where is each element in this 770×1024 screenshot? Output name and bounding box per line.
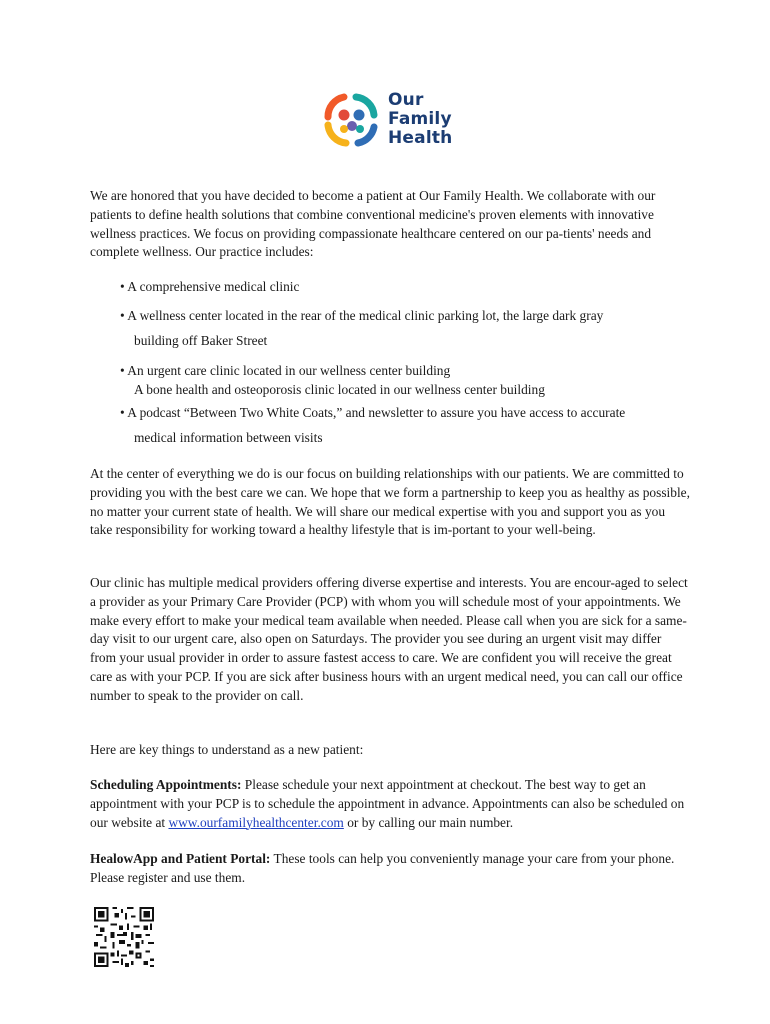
family-people-icon <box>322 91 382 151</box>
logo-wordmark <box>388 91 453 148</box>
healow-text: These tools can help you conveniently manage your care from your phone. Please register and use them. <box>90 851 675 885</box>
qr-code-icon[interactable] <box>94 907 154 967</box>
list-item: • A wellness center located in the rear of the medical clinic parking lot, the large dark gray <box>120 308 604 323</box>
logo-line-2: Family <box>388 109 452 129</box>
scheduling-heading: Scheduling Appointments: <box>90 777 242 792</box>
list-item-continuation: building off Baker Street <box>134 333 268 348</box>
scheduling-text: Please schedule your next appointment at checkout. The best way to get an appointment with your PCP is to schedule the appointment in advance. Appointments can also be scheduled on our website at <box>90 777 685 830</box>
healow-heading: HealowApp and Patient Portal: <box>90 851 271 866</box>
list-item: • An urgent care clinic located in our wellness center building <box>120 363 451 378</box>
intro-paragraph: We are honored that you have decided to become a patient at Our Family Health. We collaborate with our patients to define health solutions that combine conventional medicine's proven elements with innovative wellness practices. We focus on providing compassionate healthcare centered on our pa-tients' needs and complete wellness. Our practice includes: <box>90 188 656 260</box>
relationships-paragraph: At the center of everything we do is our focus on building relationships with our patients. We are committed to providing you with the best care we can. We hope that we form a partnership to keep you as healthy as possible, no matter your current state of health. We will share our medical expertise with you and support you as you take responsibility for working toward a healthy lifestyle that is im-portant to your well-being. <box>90 466 690 538</box>
list-item-continuation: medical information between visits <box>134 430 323 445</box>
scheduling-paragraph <box>90 776 690 832</box>
list-item: A bone health and osteoporosis clinic located in our wellness center building <box>134 382 545 397</box>
scheduling-text-after: or by calling our main number. <box>343 814 514 830</box>
healow-paragraph <box>90 850 690 888</box>
list-item: • A comprehensive medical clinic <box>120 279 300 294</box>
list-item: • A podcast “Between Two White Coats,” and newsletter to assure you have access to accurate <box>120 405 626 420</box>
logo-line-1: Our <box>388 90 424 110</box>
our-family-health-logo <box>322 91 452 151</box>
logo-line-3: Health <box>388 128 453 148</box>
website-link[interactable]: www.ourfamilyhealthcenter.com <box>168 814 344 830</box>
key-things-heading: Here are key things to understand as a new patient: <box>90 742 364 757</box>
providers-paragraph: Our clinic has multiple medical providers offering diverse expertise and interests. You are encour-aged to select a provider as your Primary Care Provider (PCP) with whom you will schedule most of your appointments. We make every effort to make your medical team available when needed. Please call when you are sick for a same-day visit to our urgent care, also open on Saturdays. The provider you see during an urgent visit may differ from your usual provider in order to assure fastest access to care. We are confident you will receive the great care as with your PCP. If you are sick after business hours with an urgent medical need, you can call our office number to speak to the provider on call. <box>90 575 688 703</box>
